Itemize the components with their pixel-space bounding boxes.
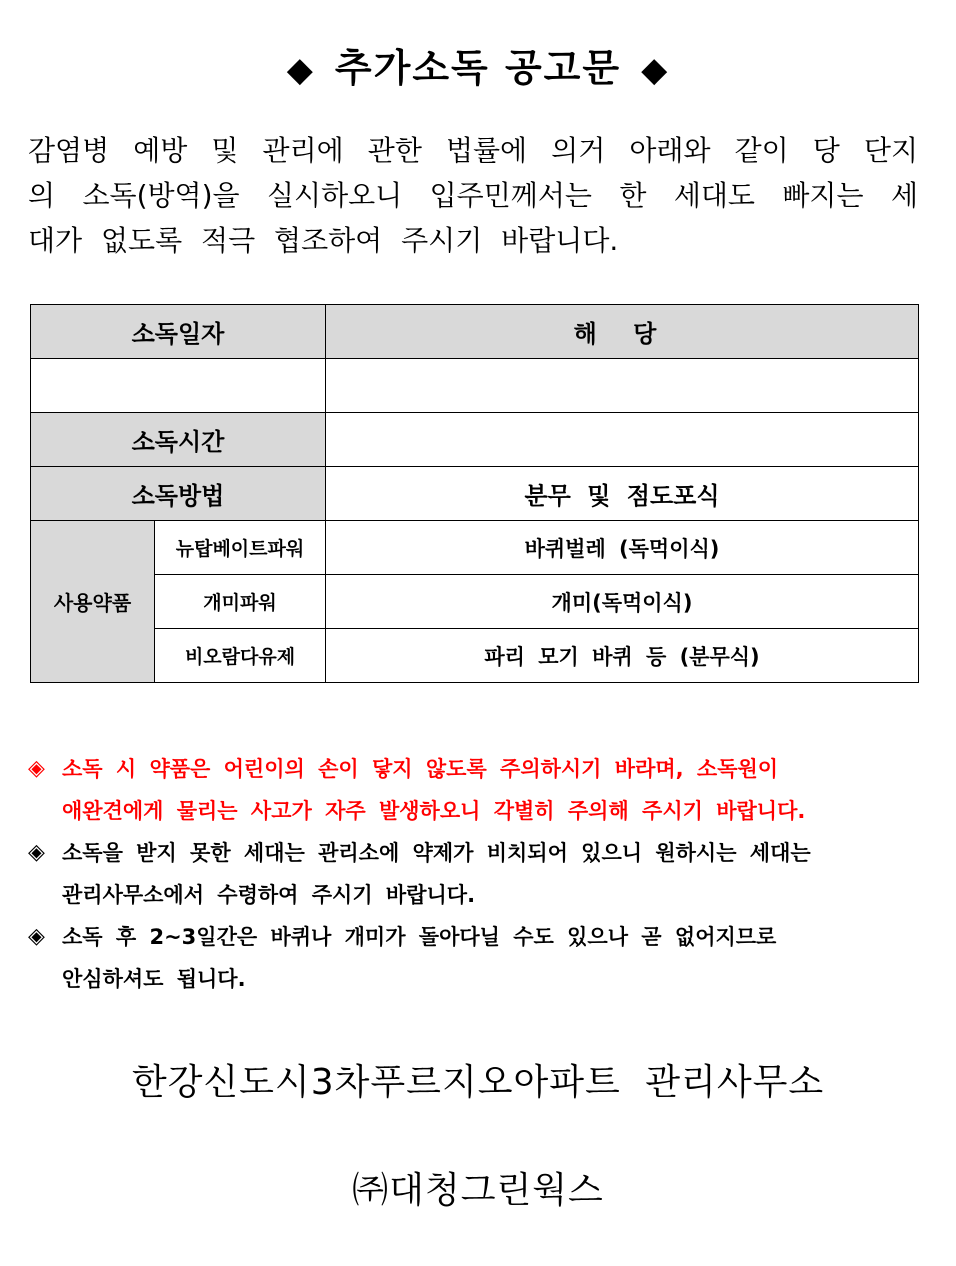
header-target-label: 해 당 xyxy=(326,305,919,359)
company-name: ㈜대청그린웍스 xyxy=(352,1170,604,1211)
chemical-name: 비오람다유제 xyxy=(155,629,326,683)
diamond-icon-left: ◆ xyxy=(286,50,315,90)
header-date-label: 소독일자 xyxy=(31,305,326,359)
note-item xyxy=(28,832,928,916)
notes-list xyxy=(28,748,928,1000)
chemical-row xyxy=(31,521,919,575)
note-line: 소독 시 약품은 어린이의 손이 닿지 않도록 주의하시기 바라며, 소독원이 xyxy=(62,757,779,781)
method-row xyxy=(31,467,919,521)
note-line: 소독 후 2~3일간은 바퀴나 개미가 돌아다닐 수도 있으나 곧 없어지므로 xyxy=(62,925,777,949)
note-item xyxy=(28,916,928,1000)
note-line: 소독을 받지 못한 세대는 관리소에 약제가 비치되어 있으니 원하시는 세대는 xyxy=(62,841,811,865)
intro-line: 대가 없도록 적극 협조하여 주시기 바랍니다. xyxy=(28,224,619,257)
time-row xyxy=(31,413,919,467)
intro-paragraph xyxy=(28,128,918,263)
chemical-name: 뉴탑베이트파워 xyxy=(155,521,326,575)
time-label: 소독시간 xyxy=(31,413,326,467)
note-line: 관리사무소에서 수령하여 주시기 바랍니다. xyxy=(62,883,476,907)
management-office-name: 한강신도시3차푸르지오아파트 관리사무소 xyxy=(131,1062,825,1103)
note-line: 안심하셔도 됩니다. xyxy=(62,967,246,991)
chemical-target: 개미(독먹이식) xyxy=(326,575,919,629)
method-value: 분무 및 점도포식 xyxy=(326,467,919,521)
table-header-row xyxy=(31,305,919,359)
notice-title-text: 추가소독 공고문 xyxy=(334,46,622,90)
notice-title xyxy=(0,38,956,100)
diamond-bullet-icon: ◈ xyxy=(28,924,45,949)
method-label: 소독방법 xyxy=(31,467,326,521)
diamond-icon-right: ◆ xyxy=(641,50,670,90)
target-value-cell xyxy=(326,359,919,413)
chemical-target: 바퀴벌레 (독먹이식) xyxy=(326,521,919,575)
chemicals-label: 사용약품 xyxy=(31,521,155,683)
date-value-cell xyxy=(31,359,326,413)
note-item xyxy=(28,748,928,832)
diamond-bullet-icon: ◈ xyxy=(28,840,45,865)
chemical-target: 파리 모기 바퀴 등 (분무식) xyxy=(326,629,919,683)
diamond-bullet-icon: ◈ xyxy=(28,756,45,781)
date-value-row xyxy=(31,359,919,413)
chemical-row xyxy=(31,575,919,629)
disinfection-info-table xyxy=(30,304,919,683)
intro-line: 의 소독(방역)을 실시하오니 입주민께서는 한 세대도 빠지는 세 xyxy=(28,179,918,212)
chemical-row xyxy=(31,629,919,683)
note-line: 애완견에게 물리는 사고가 자주 발생하오니 각별히 주의해 주시기 바랍니다. xyxy=(62,799,806,823)
intro-line: 감염병 예방 및 관리에 관한 법률에 의거 아래와 같이 당 단지 xyxy=(28,134,918,167)
chemical-name: 개미파워 xyxy=(155,575,326,629)
time-value xyxy=(326,413,919,467)
